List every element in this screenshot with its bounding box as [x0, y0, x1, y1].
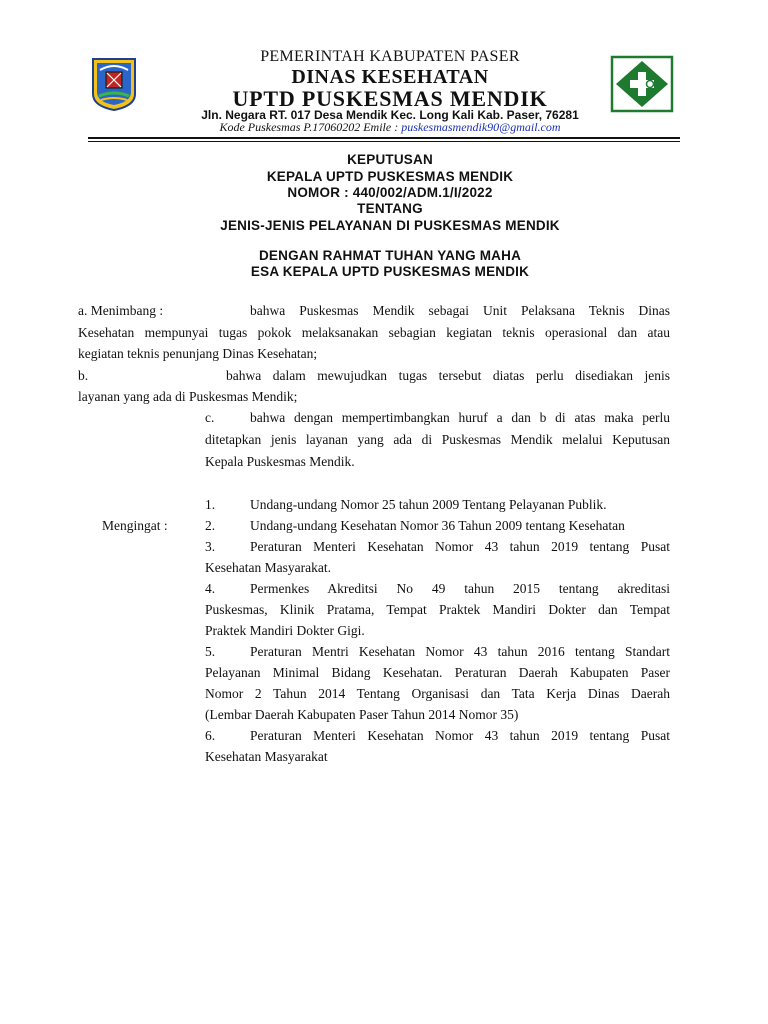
mengingat-3-line1: Peraturan Menteri Kesehatan Nomor 43 tahun 2019 tentang Pusat [250, 539, 670, 554]
menimbang-b-label: b. [78, 368, 89, 383]
mengingat-label: Mengingat : [102, 518, 168, 533]
decree-preamble-line2: ESA KEPALA UPTD PUSKESMAS MENDIK [250, 264, 530, 279]
mengingat-4-line3: Praktek Mandiri Dokter Gigi. [205, 623, 365, 638]
letterhead-unit: UPTD PUSKESMAS MENDIK [232, 86, 548, 111]
mengingat-3-num: 3. [205, 539, 216, 554]
letterhead-divider-thin [88, 141, 680, 142]
menimbang-b-line1: bahwa dalam mewujudkan tugas tersebut diatas perlu disediakan jenis [226, 368, 670, 383]
menimbang-c-line3: Kepala Puskesmas Mendik. [205, 454, 355, 469]
decree-number: NOMOR : 440/002/ADM.1/I/2022 [287, 185, 493, 200]
mengingat-4-num: 4. [205, 581, 216, 596]
menimbang-a-line3: kegiatan teknis penunjang Dinas Kesehatan; [78, 346, 318, 361]
decree-heading: KEPUTUSAN [347, 152, 433, 167]
mengingat-4-line2: Puskesmas, Klinik Pratama, Tempat Praktek Mandiri Dokter dan Tempat [205, 602, 670, 617]
mengingat-4-line1: Permenkes Akreditsi No 49 tahun 2015 tentang akreditasi [250, 581, 670, 596]
mengingat-1-text: Undang-undang Nomor 25 tahun 2009 Tentang Pelayanan Publik. [250, 497, 607, 512]
letterhead-divider-thick [88, 137, 680, 139]
mengingat-5-line2: Pelayanan Minimal Bidang Kesehatan. Peraturan Daerah Kabupaten Paser [205, 665, 670, 680]
decree-preamble-line1: DENGAN RAHMAT TUHAN YANG MAHA [258, 248, 522, 263]
letterhead-code-line [150, 120, 630, 135]
menimbang-c-label: c. [205, 410, 215, 425]
letterhead-agency: DINAS KESEHATAN [291, 66, 489, 88]
mengingat-2-num: 2. [205, 518, 216, 533]
mengingat-2-text: Undang-undang Kesehatan Nomor 36 Tahun 2009 tentang Kesehatan [250, 518, 625, 533]
menimbang-c-line1: bahwa dengan mempertimbangkan huruf a dan b di atas maka perlu [250, 410, 670, 425]
mengingat-6-line2: Kesehatan Masyarakat [205, 749, 328, 764]
decree-issuer: KEPALA UPTD PUSKESMAS MENDIK [266, 169, 514, 184]
letterhead-email: puskesmasmendik90@gmail.com [401, 120, 561, 134]
menimbang-b-line2: layanan yang ada di Puskesmas Mendik; [78, 389, 298, 404]
mengingat-5-line4: (Lembar Daerah Kabupaten Paser Tahun 2014 Nomor 35) [205, 707, 519, 722]
decree-subject: JENIS-JENIS PELAYANAN DI PUSKESMAS MENDIK [220, 218, 560, 233]
letterhead-code-label: Kode Puskesmas P.17060202 Emile : [219, 120, 402, 134]
menimbang-label: a. Menimbang : [78, 303, 164, 318]
paser-regency-emblem-icon [90, 56, 138, 112]
decree-about-label: TENTANG [357, 201, 423, 216]
menimbang-a-line1: bahwa Puskesmas Mendik sebagai Unit Pelaksana Teknis Dinas [250, 303, 670, 318]
mengingat-5-line1: Peraturan Mentri Kesehatan Nomor 43 tahun 2016 tentang Standart [250, 644, 670, 659]
menimbang-a-line2: Kesehatan mempunyai tugas pokok melaksanakan sebagian kegiatan teknis operasional dan atau [78, 325, 670, 340]
letterhead-address: Jln. Negara RT. 017 Desa Mendik Kec. Long Kali Kab. Paser, 76281 [201, 108, 579, 122]
mengingat-5-num: 5. [205, 644, 216, 659]
mengingat-1-num: 1. [205, 497, 216, 512]
mengingat-3-line2: Kesehatan Masyarakat. [205, 560, 331, 575]
menimbang-c-line2: ditetapkan jenis layanan yang ada di Puskesmas Mendik melalui Keputusan [205, 432, 670, 447]
mengingat-6-line1: Peraturan Menteri Kesehatan Nomor 43 tahun 2019 tentang Pusat [250, 728, 670, 743]
letterhead-government: PEMERINTAH KABUPATEN PASER [260, 48, 520, 65]
mengingat-5-line3: Nomor 2 Tahun 2014 Tentang Organisasi dan Tata Kerja Dinas Daerah [205, 686, 670, 701]
mengingat-6-num: 6. [205, 728, 216, 743]
